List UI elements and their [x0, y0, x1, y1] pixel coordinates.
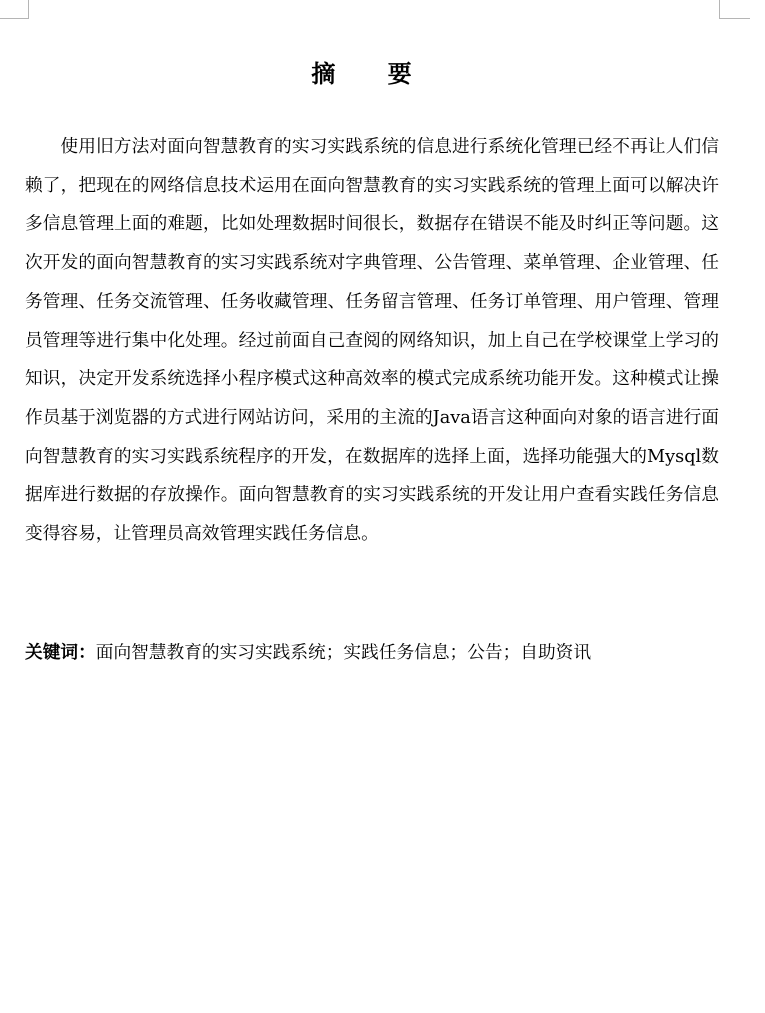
keywords-label: 关键词：: [25, 643, 96, 663]
abstract-body: 使用旧方法对面向智慧教育的实习实践系统的信息进行系统化管理已经不再让人们信赖了，把现在的网络信息技术运用在面向智慧教育的实习实践系统的管理上面可以解决许多信息管理上面的难题，比如处理数据时间很长，数据存在错误不能及时纠正等问题。这次开发的面向智慧教育的实习实践系统对字典管理、公告管理、菜单管理、企业管理、任务管理、任务交流管理、任务收藏管理、任务留言管理、任务订单管理、用户管理、管理员管理等进行集中化处理。经过前面自己查阅的网络知识，加上自己在学校课堂上学习的知识，决定开发系统选择小程序模式这种高效率的模式完成系统功能开发。这种模式让操作员基于浏览器的方式进行网站访问，采用的主流的Java语言这种面向对象的语言进行面向智慧教育的实习实践系统程序的开发，在数据库的选择上面，选择功能强大的Mysql数据库进行数据的存放操作。面向智慧教育的实习实践系统的开发让用户查看实践任务信息变得容易，让管理员高效管理实践任务信息。: [25, 137, 719, 545]
crop-mark-top-right: [719, 0, 750, 19]
abstract-title: 摘 要: [311, 59, 434, 88]
crop-mark-top-left: [0, 0, 29, 19]
keywords-line: [25, 634, 719, 672]
keywords-text: 面向智慧教育的实习实践系统；实践任务信息；公告；自助资讯: [95, 643, 592, 663]
